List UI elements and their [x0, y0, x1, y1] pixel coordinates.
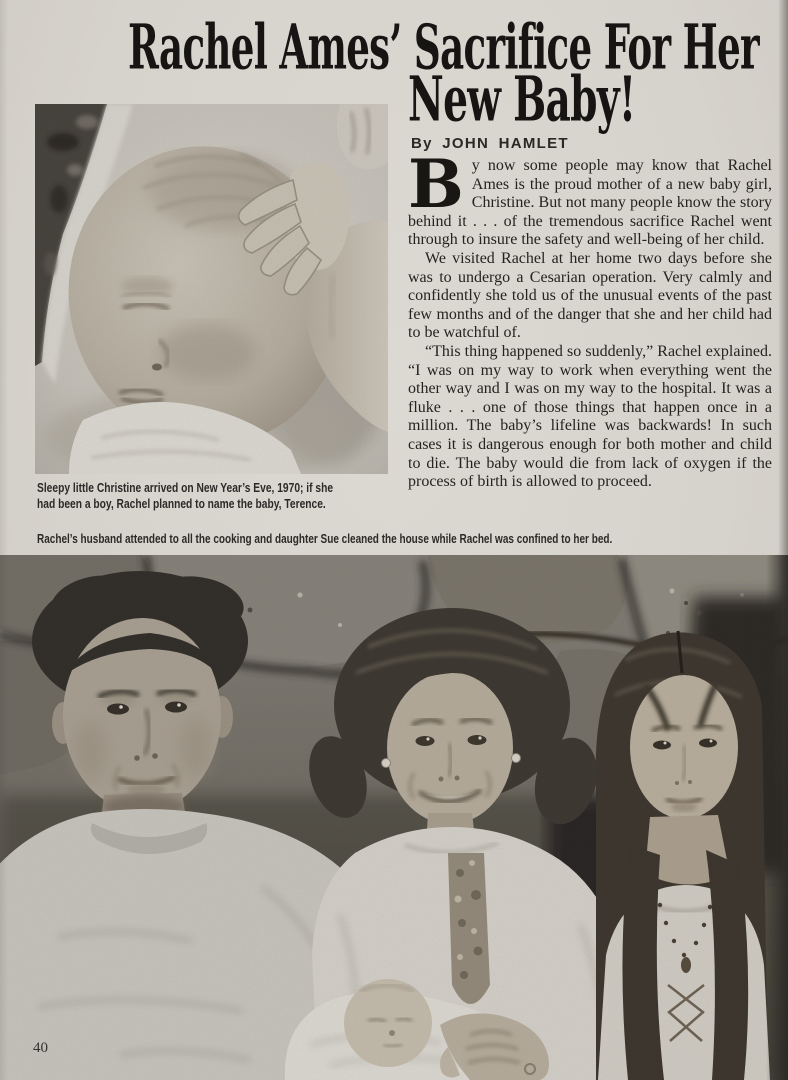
title-line-2: New Baby! [408, 62, 636, 136]
drop-cap: B [408, 145, 464, 223]
baby-photo-caption-line-1: Sleepy little Christine arrived on New Year’s Eve, 1970; if she [37, 481, 334, 495]
page-number: 40 [33, 1040, 48, 1056]
title-line-1: Rachel Ames’ Sacrifice For Her [128, 10, 759, 84]
article-body [408, 145, 772, 492]
baby-photo [35, 104, 388, 474]
paragraph-1 [408, 145, 772, 250]
baby-photo-illustration [35, 104, 388, 474]
paragraph-1-text: y now some people may know that Rachel Ames is the proud mother of a new baby girl, Christine. But not many people know the story behind it . . . of the tremendous sacrifice Rachel went through to insure the safety and well-being of her child. [408, 157, 772, 249]
family-photo-caption: Rachel’s husband attended to all the cooking and daughter Sue cleaned the house while Rachel was confined to her bed. [37, 532, 613, 546]
family-photo [0, 555, 788, 1080]
family-photo-illustration [0, 555, 788, 1080]
baby-photo-caption [37, 480, 333, 512]
paragraph-3: “This thing happened so suddenly,” Rachel explained. “I was on my way to work when everything went the other way and I was on my way to the hospital. It was a fluke . . . one of those things that happen once in a million. The baby’s lifeline was backwards! In such cases it is dangerous enough for both mother and child to die. The baby would die from lack of oxygen if the process of birth is allowed to proceed. [408, 342, 772, 491]
byline: By JOHN HAMLET [411, 135, 569, 152]
baby-photo-caption-line-2: had been a boy, Rachel planned to name the baby, Terence. [37, 497, 326, 511]
paragraph-2: We visited Rachel at her home two days before she was to undergo a Cesarian operation. Very calmly and confidently she told us of the unusual events of the past few months and of the danger that she and her child had to be watchful of. [408, 249, 772, 342]
